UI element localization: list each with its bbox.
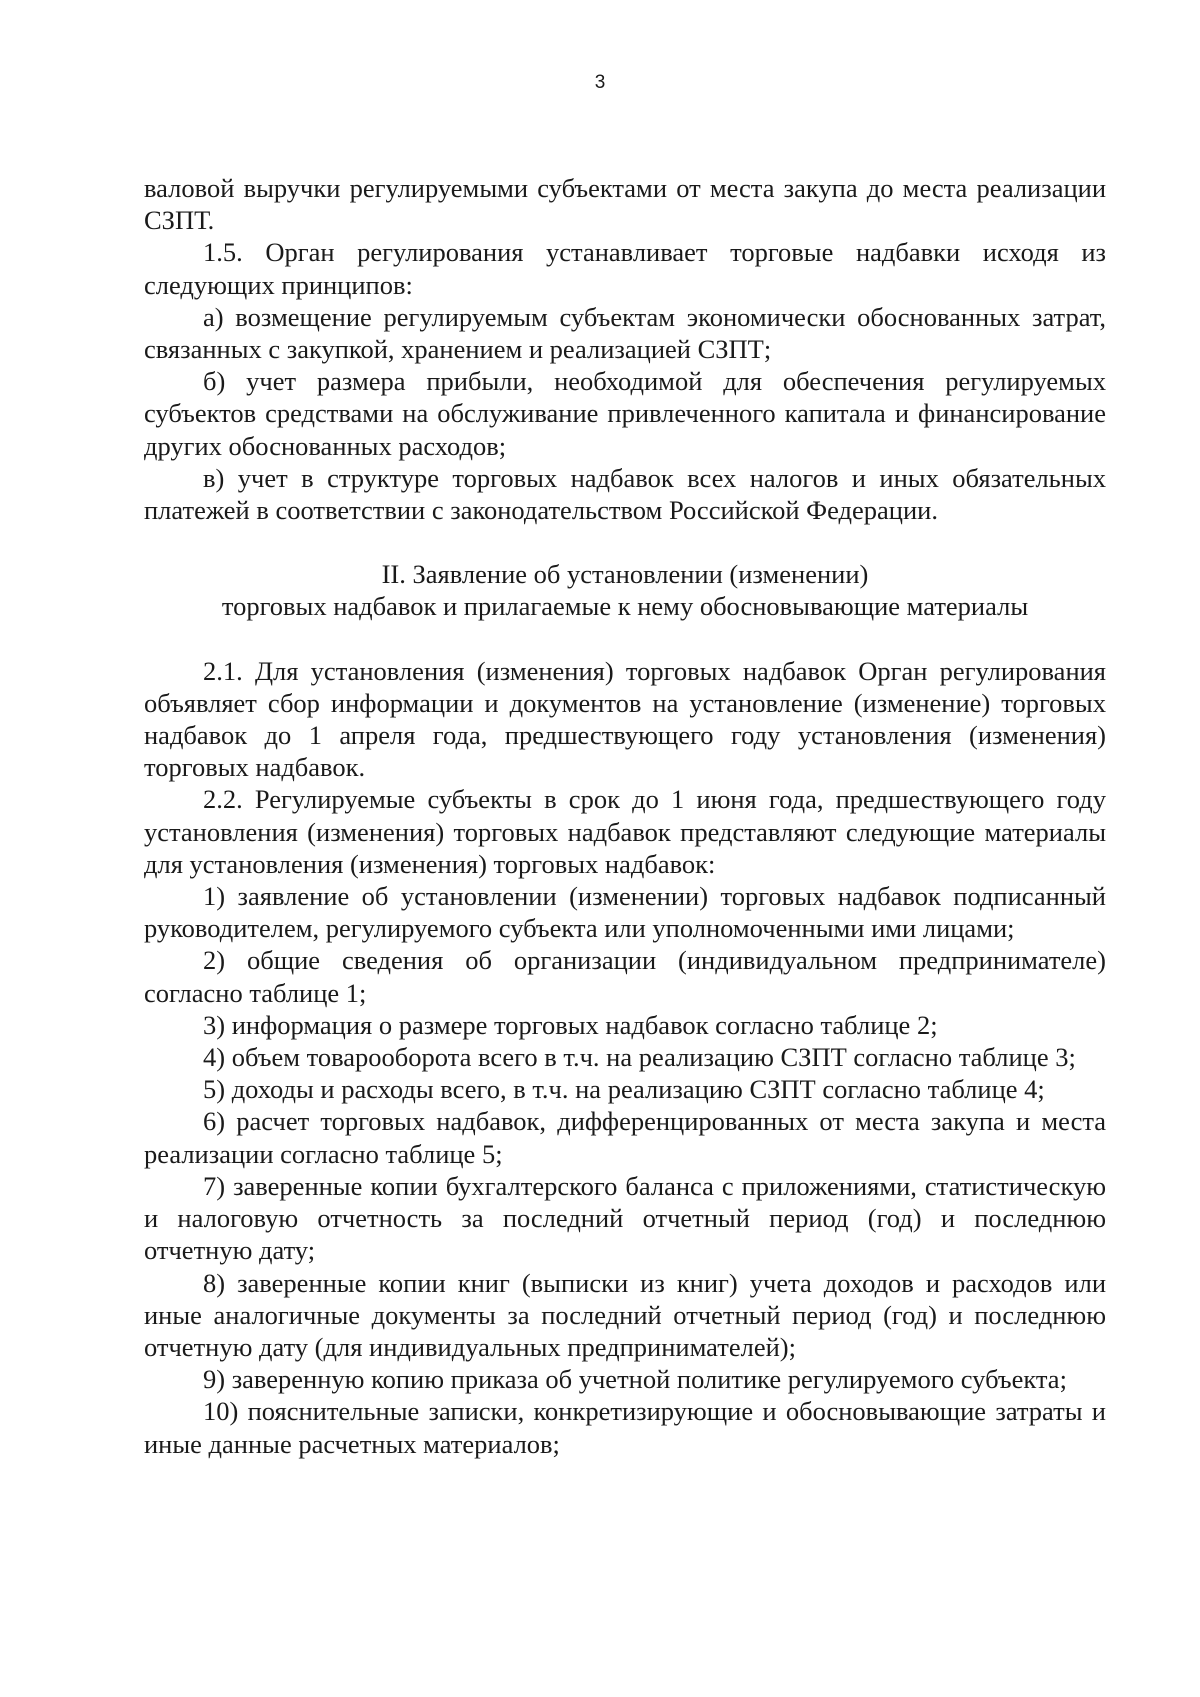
- list-item-7: 7) заверенные копии бухгалтерского баланса с приложениями, статистическую и налоговую отчетность за последний отчетный период (год) и последнюю отчетную дату;: [144, 1170, 1106, 1266]
- paragraph-continuation: валовой выручки регулируемыми субъектами от места закупа до места реализации СЗПТ.: [144, 173, 1106, 236]
- paragraph-item-b: б) учет размера прибыли, необходимой для обеспечения регулируемых субъектов средствами на обслуживание привлеченного капитала и финансирование других обоснованных расходов;: [144, 366, 1106, 461]
- list-item-9: 9) заверенную копию приказа об учетной политике регулируемого субъекта;: [203, 1364, 1067, 1395]
- list-item-4: 4) объем товарооборота всего в т.ч. на реализацию СЗПТ согласно таблице 3;: [203, 1042, 1076, 1073]
- list-item-3: 3) информация о размере торговых надбавок согласно таблице 2;: [203, 1009, 938, 1040]
- list-item-8: 8) заверенные копии книг (выписки из книг) учета доходов и расходов или иные аналогичные документы за последний отчетный период (год) и последнюю отчетную дату (для индивидуальных предпринимателей);: [144, 1267, 1106, 1362]
- section-heading-line1: II. Заявление об установлении (изменении): [381, 559, 869, 590]
- list-item-6: 6) расчет торговых надбавок, дифференцированных от места закупа и места реализации согласно таблице 5;: [144, 1106, 1106, 1169]
- paragraph-1-5: 1.5. Орган регулирования устанавливает торговые надбавки исходя из следующих принципов:: [144, 237, 1106, 300]
- list-item-2: 2) общие сведения об организации (индивидуальном предпринимателе) согласно таблице 1;: [144, 945, 1106, 1008]
- paragraph-2-1: 2.1. Для установления (изменения) торговых надбавок Орган регулирования объявляет сбор информации и документов на установление (изменение) торговых надбавок до 1 апреля года, предшествующего году установления (изменения) торговых надбавок.: [144, 655, 1106, 783]
- paragraph-2-2: 2.2. Регулируемые субъекты в срок до 1 июня года, предшествующего году установления (изменения) торговых надбавок представляют следующие материалы для установления (изменения) торговых надбавок:: [144, 784, 1106, 879]
- page-number: 3: [594, 72, 606, 93]
- section-heading: [144, 558, 1106, 622]
- document-body: [144, 172, 1106, 1460]
- section-heading-line2: торговых надбавок и прилагаемые к нему обосновывающие материалы: [221, 591, 1029, 622]
- list-item-10: 10) пояснительные записки, конкретизирующие и обосновывающие затраты и иные данные расчетных материалов;: [144, 1396, 1106, 1459]
- paragraph-item-v: в) учет в структуре торговых надбавок всех налогов и иных обязательных платежей в соответствии с законодательством Российской Федерации.: [144, 462, 1106, 526]
- paragraph-item-a: а) возмещение регулируемым субъектам экономически обоснованных затрат, связанных с закупкой, хранением и реализацией СЗПТ;: [144, 301, 1106, 365]
- list-item-1: 1) заявление об установлении (изменении) торговых надбавок подписанный руководителем, регулируемого субъекта или уполномоченными ими лицами;: [144, 881, 1106, 944]
- list-item-5: 5) доходы и расходы всего, в т.ч. на реализацию СЗПТ согласно таблице 4;: [203, 1074, 1045, 1105]
